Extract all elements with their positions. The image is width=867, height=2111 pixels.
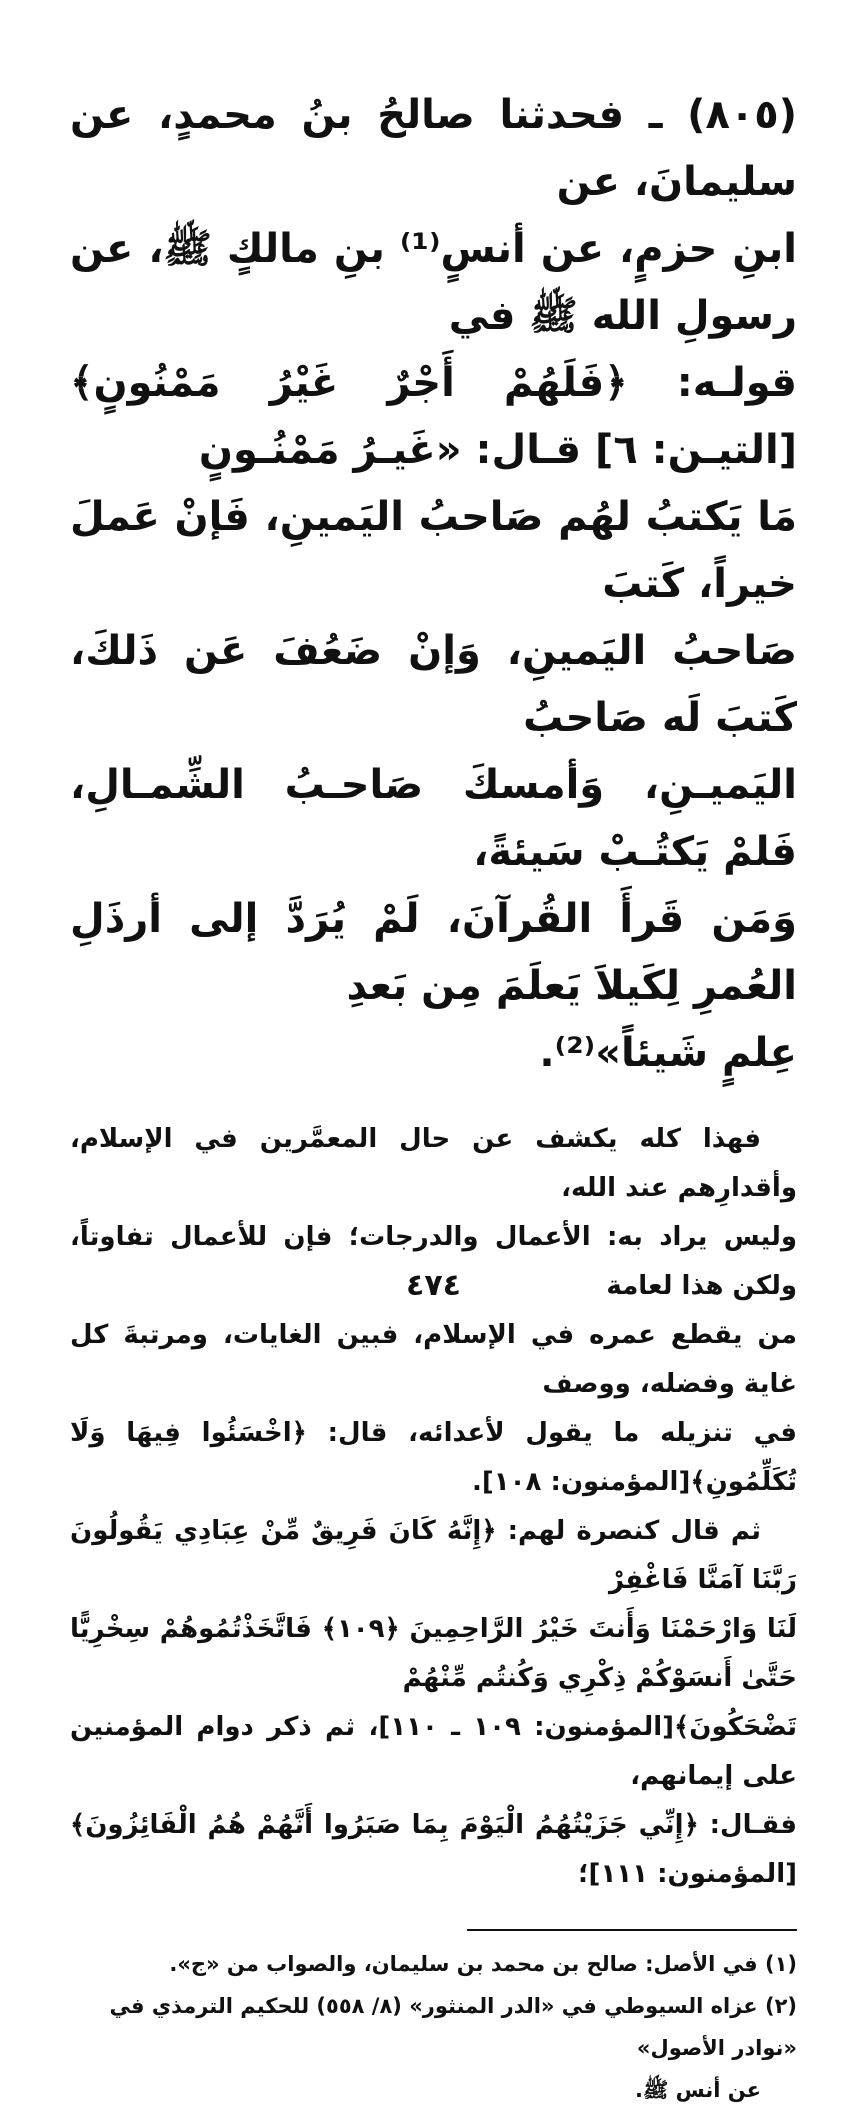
- commentary-line: من يقطع عمره في الإسلام، فبين الغايات، ومرتبةَ كل غاية وفضله، ووصف: [70, 1320, 797, 1399]
- footnote-2-continuation: عن أنس ﷺ.: [635, 2078, 761, 2102]
- hadith-line: صَاحبُ اليَمينِ، وَإنْ ضَعُفَ عَن ذَلكَ، كَتبَ لَه صَاحبُ: [70, 628, 797, 741]
- commentary-line: وليس يراد به: الأعمال والدرجات؛ فإن للأعمال تفاوتاً، ولكن هذا لعامة: [70, 1222, 797, 1301]
- hadith-line: ابنِ حزمٍ، عن أنسٍ⁽¹⁾ بنِ مالكٍ ﷺ، عن رسولِ الله ﷺ في: [70, 226, 797, 339]
- hadith-line: وَمَن قَرأَ القُرآنَ، لَمْ يُرَدَّ إلى أرذَلِ العُمرِ لِكَيلاَ يَعلَمَ مِن بَعدِ: [70, 896, 797, 1009]
- commentary-line: في تنزيله ما يقول لأعدائه، قال: ﴿اخْسَئُوا فِيهَا وَلَا تُكَلِّمُونِ﴾[المؤمنون: ١٠٨].: [70, 1418, 797, 1497]
- commentary-line: ثم قال كنصرة لهم: ﴿إِنَّهُ كَانَ فَرِيقٌ مِّنْ عِبَادِي يَقُولُونَ رَبَّنَا آمَنَّا فَاغْفِرْ: [70, 1516, 797, 1595]
- page-number: ٤٧٤: [406, 1268, 461, 1303]
- hadith-line: (٨٠٥) ـ فحدثنا صالحُ بنُ محمدٍ، عن سليمانَ، عن: [70, 92, 797, 205]
- footnote-1: (١) في الأصل: صالح بن محمد بن سليمان، والصواب من «ج».: [169, 1952, 797, 1976]
- commentary-line: لَنَا وَارْحَمْنَا وَأَنتَ خَيْرُ الرَّاحِمِينَ ﴿١٠٩﴾ فَاتَّخَذْتُمُوهُمْ سِخْرِيًّا حَتَّىٰ أَنسَوْكُمْ ذِكْرِي وَكُنتُم مِّنْهُمْ: [70, 1614, 798, 1693]
- footnote-divider: [467, 1929, 797, 1931]
- commentary-text: [70, 1115, 797, 1899]
- hadith-line: اليَميـنِ، وَأمسكَ صَاحـبُ الشِّمـالِ، فَلمْ يَكتُـبْ سَيئةً،: [70, 762, 797, 875]
- hadith-text: [70, 82, 797, 1087]
- commentary-line: فقـال: ﴿إِنِّي جَزَيْتُهُمُ الْيَوْمَ بِمَا صَبَرُوا أَنَّهُمْ هُمُ الْفَائِزُونَ﴾[المؤمنون: ١١١]؛: [70, 1810, 797, 1889]
- hadith-line: مَا يَكتبُ لهُم صَاحبُ اليَمينِ، فَإنْ عَملَ خيراً، كَتبَ: [70, 494, 797, 607]
- footnotes: [70, 1943, 797, 2111]
- commentary-line: فهذا كله يكشف عن حال المعمَّرين في الإسلام، وأقدارِهم عند الله،: [70, 1124, 797, 1203]
- footnote-2: (٢) عزاه السيوطي في «الدر المنثور» (٨/ ٥٥٨) للحكيم الترمذي في «نوادر الأصول»: [109, 1994, 797, 2060]
- hadith-line: عِلمٍ شَيئاً»⁽²⁾.: [539, 1030, 797, 1076]
- hadith-line: قولـه: ﴿فَلَهُمْ أَجْرٌ غَيْرُ مَمْنُونٍ﴾[التيـن: ٦] قـال: «غَيـرُ مَمْنُـونٍ: [70, 360, 797, 473]
- commentary-line: تَضْحَكُونَ﴾[المؤمنون: ١٠٩ ـ ١١٠]، ثم ذكر دوام المؤمنين على إيمانهم،: [70, 1712, 797, 1791]
